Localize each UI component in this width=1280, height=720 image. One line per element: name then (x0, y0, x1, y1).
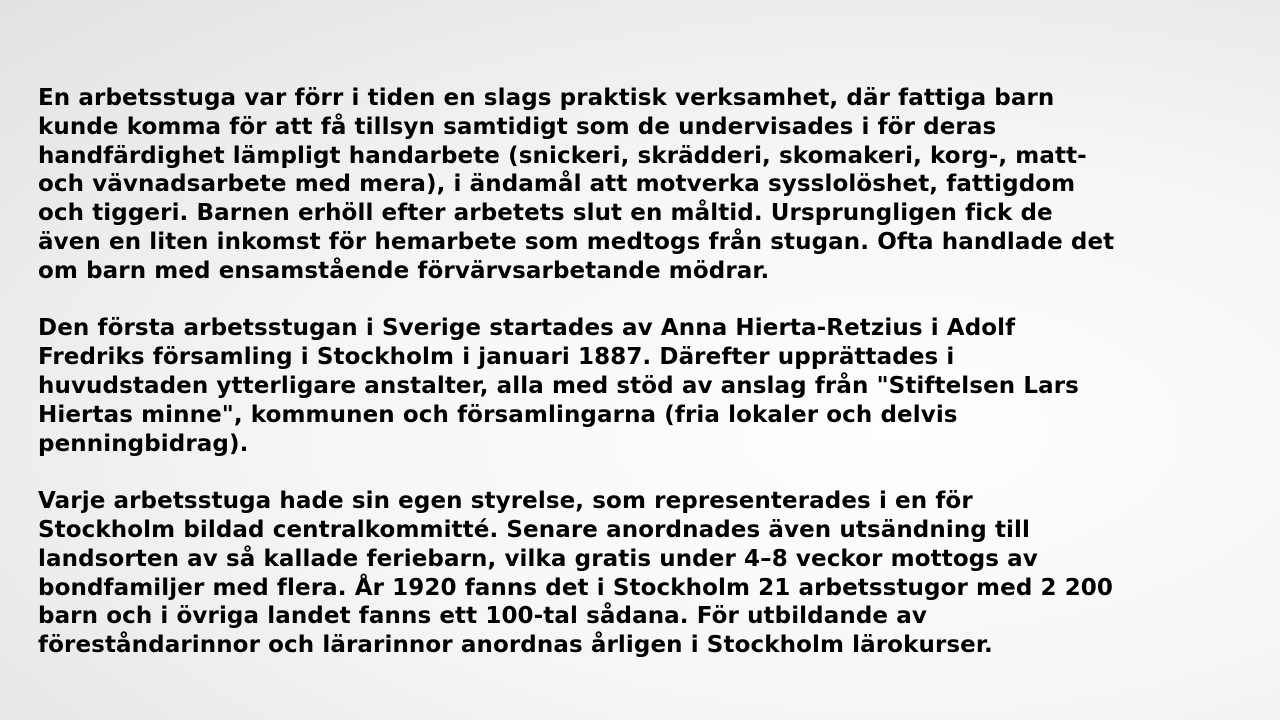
paragraph-3 (38, 487, 1248, 660)
paragraph-line: penningbidrag). (38, 430, 249, 457)
paragraph-line: och vävnadsarbete med mera), i ändamål att motverka sysslolöshet, fattigdom (38, 171, 1076, 198)
paragraph-line: föreståndarinnor och lärarinnor anordnas årligen i Stockholm lärokurser. (38, 632, 993, 659)
paragraph-line: barn och i övriga landet fanns ett 100-tal sådana. För utbildande av (38, 603, 927, 630)
paragraph-line: Stockholm bildad centralkommitté. Senare anordnades även utsändning till (38, 516, 1031, 543)
paragraph-line: Hiertas minne", kommunen och församlingarna (fria lokaler och delvis (38, 401, 958, 428)
paragraph-line: bondfamiljer med flera. År 1920 fanns det i Stockholm 21 arbetsstugor med 2 200 (38, 574, 1114, 601)
paragraph-line: En arbetsstuga var förr i tiden en slags praktisk verksamhet, där fattiga barn (38, 85, 1055, 111)
paragraph-line: och tiggeri. Barnen erhöll efter arbetets slut en måltid. Ursprungligen fick de (38, 200, 1053, 227)
paragraph-line: Den första arbetsstugan i Sverige startades av Anna Hierta-Retzius i Adolf (38, 315, 1016, 342)
paragraph-line: Varje arbetsstuga hade sin egen styrelse, som representerades i en för (38, 488, 973, 515)
paragraph-line: även en liten inkomst för hemarbete som medtogs från stugan. Ofta handlade det (38, 228, 1115, 255)
paragraph-2 (38, 314, 1248, 458)
slide-body (38, 84, 1248, 689)
paragraph-line: om barn med ensamstående förvärvsarbetande mödrar. (38, 257, 770, 284)
paragraph-line: kunde komma för att få tillsyn samtidigt som de undervisades i för deras (38, 113, 997, 140)
paragraph-line: Fredriks församling i Stockholm i januari 1887. Därefter upprättades i (38, 344, 955, 371)
paragraph-line: landsorten av så kallade feriebarn, vilka gratis under 4–8 veckor mottogs av (38, 545, 1038, 572)
paragraph-line: huvudstaden ytterligare anstalter, alla med stöd av anslag från "Stiftelsen Lars (38, 372, 1079, 399)
paragraph-1 (38, 84, 1248, 286)
paragraph-line: handfärdighet lämpligt handarbete (snickeri, skrädderi, skomakeri, korg-, matt- (38, 142, 1087, 169)
